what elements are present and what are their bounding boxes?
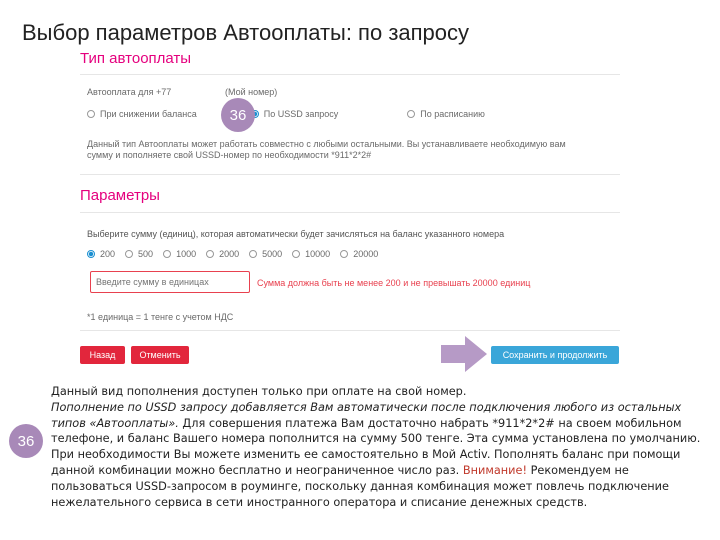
- note-italic: Пополнение по USSD запросу добавляется Вам автоматически после подключения любого из остальных типов «Автооплаты».: [51, 400, 682, 430]
- option-low-balance[interactable]: [87, 109, 197, 119]
- amount-label: 10000: [305, 249, 331, 259]
- amount-label: 1000: [176, 249, 197, 259]
- step-badge: 36: [221, 98, 255, 132]
- radio-icon[interactable]: [206, 250, 214, 258]
- amount-label: 2000: [219, 249, 240, 259]
- amount-option[interactable]: [292, 249, 330, 259]
- change-button[interactable]: Отменить: [131, 346, 189, 364]
- amount-label: 20000: [353, 249, 379, 259]
- radio-icon[interactable]: [87, 110, 95, 118]
- radio-icon[interactable]: [249, 250, 257, 258]
- divider: [80, 212, 620, 213]
- amount-label: 200: [100, 249, 116, 259]
- amount-option[interactable]: [163, 249, 196, 259]
- validation-message: Сумма должна быть не менее 200 и не превышать 20000 единиц: [257, 278, 531, 288]
- radio-icon[interactable]: [292, 250, 300, 258]
- option-label: При снижении баланса: [100, 109, 197, 119]
- autopay-screenshot: [75, 46, 620, 376]
- amount-label: 5000: [262, 249, 283, 259]
- amount-prompt: Выберите сумму (единиц), которая автоматически будет зачисляться на баланс указанного номера: [87, 229, 505, 239]
- params-section-title: Параметры: [80, 187, 160, 204]
- divider: [80, 330, 620, 331]
- amount-option[interactable]: [340, 249, 378, 259]
- warning-label: Внимание!: [462, 463, 527, 477]
- option-schedule[interactable]: [407, 109, 485, 119]
- note-tail: Рекомендуем не пользоваться USSD-запросом в роуминге, поскольку данная комбинация может повлечь подключение нежелательного сервиса в сети иностранного оператора и списание денежных средств.: [51, 463, 669, 509]
- option-label: По USSD запросу: [263, 109, 339, 119]
- amount-input[interactable]: [90, 271, 250, 293]
- amount-option[interactable]: [87, 249, 115, 259]
- option-ussd[interactable]: [251, 109, 339, 119]
- radio-icon[interactable]: [125, 250, 133, 258]
- note-text: Для совершения платежа Вам достаточно набрать *911*2*2# на своем мобильном телефоне, и баланс Вашего номера пополнится на сумму 500 тенге. Эта сумма установлена по умолчанию. При необходимости Вы можете изменить ее самостоятельно в Мой Activ. Пополнять баланс при помощи данной комбинации можно бесплатно и неограниченное число раз.: [51, 416, 701, 477]
- radio-selected-icon[interactable]: [87, 250, 95, 258]
- explanation-note: [51, 384, 706, 510]
- divider: [80, 74, 620, 75]
- autopay-number-label: Автооплата для +77: [87, 87, 172, 97]
- slide-title: Выбор параметров Автооплаты: по запросу: [22, 20, 470, 45]
- autopay-type-options: [87, 109, 485, 119]
- amount-option[interactable]: [249, 249, 282, 259]
- amount-option[interactable]: [206, 249, 239, 259]
- my-number-label: (Мой номер): [225, 87, 278, 97]
- note-line-1: Данный вид пополнения доступен только при оплате на свой номер.: [51, 385, 467, 398]
- save-continue-button[interactable]: Сохранить и продолжить: [491, 346, 619, 364]
- step-badge: 36: [9, 424, 43, 458]
- amount-options: [87, 249, 378, 259]
- radio-icon[interactable]: [163, 250, 171, 258]
- unit-footnote: *1 единица = 1 тенге с учетом НДС: [87, 312, 234, 322]
- amount-option[interactable]: [125, 249, 153, 259]
- amount-label: 500: [138, 249, 154, 259]
- back-button[interactable]: Назад: [80, 346, 125, 364]
- radio-icon[interactable]: [407, 110, 415, 118]
- type-info-line-2: сумму и пополняете свой USSD-номер по необходимости *911*2*2#: [87, 150, 372, 160]
- radio-icon[interactable]: [340, 250, 348, 258]
- divider: [80, 174, 620, 175]
- option-label: По расписанию: [420, 109, 485, 119]
- right-arrow-icon: [441, 336, 487, 372]
- type-info-line-1: Данный тип Автооплаты может работать совместно с любыми остальными. Вы устанавливаете необходимую вам: [87, 139, 566, 149]
- type-section-title: Тип автооплаты: [80, 50, 192, 67]
